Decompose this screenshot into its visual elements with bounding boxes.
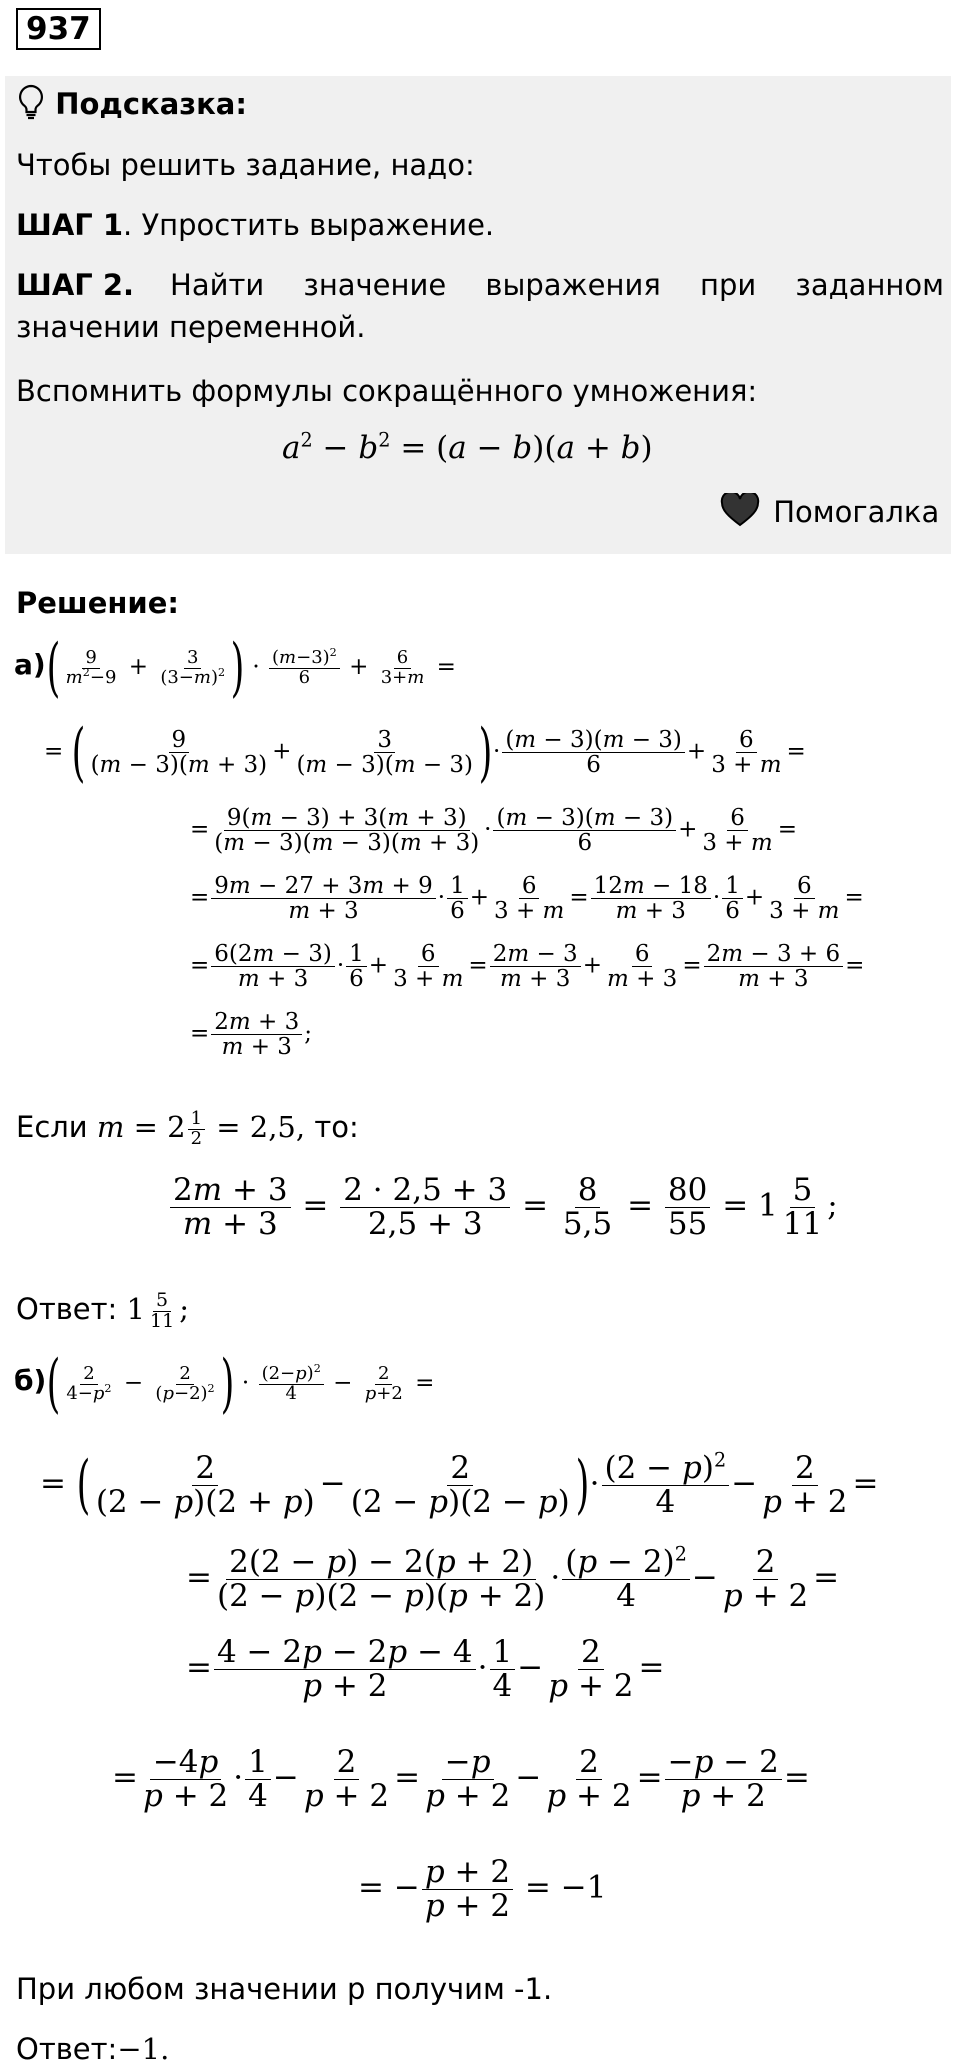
hint-intro: Чтобы решить задание, надо: <box>16 148 475 182</box>
part-b-line2: = $\frac{2(2 - p) - 2(p + 2)}{(2 - p)(2 - p)(p + 2)}$ · $\frac{(p - 2)^2}{4}$ − $\frac{2}{p + 2}$ = <box>186 1542 840 1614</box>
difference-of-squares-formula: $a^2 - b^2 = (a - b)(a + b)$ <box>282 428 653 466</box>
step1-label: ШАГ 1 <box>16 208 124 242</box>
formula-note: Вспомнить формулы сокращённого умножения: <box>16 374 758 408</box>
brand-name: Помогалка <box>773 495 940 529</box>
lightbulb-icon <box>16 84 46 129</box>
hint-step2 <box>16 266 944 304</box>
step2-line1: Найти значение выражения при заданном <box>170 268 944 302</box>
step2-label: ШАГ 2. <box>16 268 135 302</box>
part-a-label: а) <box>14 648 46 681</box>
step1-text: . Упростить выражение. <box>123 208 495 242</box>
part-a-answer: Ответ: 1 $\frac{5}{11}$ ; <box>16 1288 189 1332</box>
part-b-line1: = ( $\frac{2}{(2 - p)(2 + p)}$ − $\frac{2}{(2 - p)(2 - p)}$ )· $\frac{(2 - p)^2}{4}$ − $\frac{2}{p + 2}$ = <box>40 1448 879 1523</box>
part-b-line4: = $\frac{-4p}{p + 2}$ · $\frac{1}{4}$ − $\frac{2}{p + 2}$ = $\frac{-p}{p + 2}$ − $\frac{2}{p + 2}$ = $\frac{-p - 2}{p + 2}$ = <box>112 1744 810 1814</box>
heart-icon <box>720 493 760 536</box>
part-a-line4: = $\frac{6(2m - 3)}{m + 3}$ · $\frac{1}{6}$ + $\frac{6}{3 + m}$ = $\frac{2m - 3}{m + 3}$ + $\frac{6}{m + 3}$ = $\frac{2m - 3 + 6}{m + 3}$ = <box>190 941 865 993</box>
part-a-evaluation: $\frac{2m + 3}{m + 3}$ = $\frac{2 \cdot 2,5 + 3}{2,5 + 3}$ = $\frac{8}{5,5}$ = $\frac{80}{55}$ = 1 $\frac{5}{11}$ ; <box>168 1174 838 1240</box>
final-answer-value: −1. <box>117 2032 170 2066</box>
brand-row <box>720 493 939 536</box>
then-text: то: <box>314 1110 359 1144</box>
task-number: 937 <box>16 8 101 50</box>
answer-label-a: Ответ: <box>16 1292 118 1326</box>
part-a-line1: = ( $\frac{9}{(m - 3)(m + 3)}$ + $\frac{3}{(m - 3)(m - 3)}$ )· $\frac{(m - 3)(m - 3)}{6}$ + $\frac{6}{3 + m}$ = <box>44 715 806 790</box>
if-text: Если <box>16 1110 88 1144</box>
substitution-row: Если m = 2 $\frac{1}{2}$ = 2,5, то: <box>16 1107 359 1149</box>
hint-title: Подсказка: <box>55 87 247 121</box>
part-a-line2: = $\frac{9(m - 3) + 3(m + 3)}{(m - 3)(m - 3)(m + 3)}$ · $\frac{(m - 3)(m - 3)}{6}$ + $\frac{6}{3 + m}$ = <box>190 805 797 857</box>
final-answer <box>16 2030 169 2068</box>
step2-line2: значении переменной. <box>16 310 366 344</box>
final-answer-label: Ответ: <box>16 2032 118 2066</box>
part-a-line3: = $\frac{9m - 27 + 3m + 9}{m + 3}$ · $\frac{1}{6}$ + $\frac{6}{3 + m}$ = $\frac{12m - 18}{m + 3}$ · $\frac{1}{6}$ + $\frac{6}{3 + m}$ = <box>190 873 864 925</box>
part-b-statement: б)( $\frac{2}{4-p^2}$ − $\frac{2}{(p-2)^2}$ ) · $\frac{(2-p)^2}{4}$ − $\frac{2}{p+2}$ = <box>14 1347 435 1421</box>
part-a-line5: = $\frac{2m + 3}{m + 3}$ ; <box>190 1009 313 1061</box>
part-a-statement: а)( $\frac{9}{m^2-9}$ + $\frac{3}{(3-m)^2}$ ) · $\frac{(m-3)^2}{6}$ + $\frac{6}{3+m}$ = <box>14 631 456 705</box>
conclusion: При любом значении p получим -1. <box>16 1972 553 2006</box>
part-b-line3: = $\frac{4 - 2p - 2p - 4}{p + 2}$ · $\frac{1}{4}$ − $\frac{2}{p + 2}$ = <box>186 1634 665 1704</box>
hint-step1 <box>16 206 494 244</box>
solution-title: Решение: <box>16 586 180 620</box>
hint-title-row <box>16 84 247 129</box>
part-b-label: б) <box>14 1364 47 1397</box>
part-b-line5: = − $\frac{p + 2}{p + 2}$ = −1 <box>358 1854 607 1924</box>
